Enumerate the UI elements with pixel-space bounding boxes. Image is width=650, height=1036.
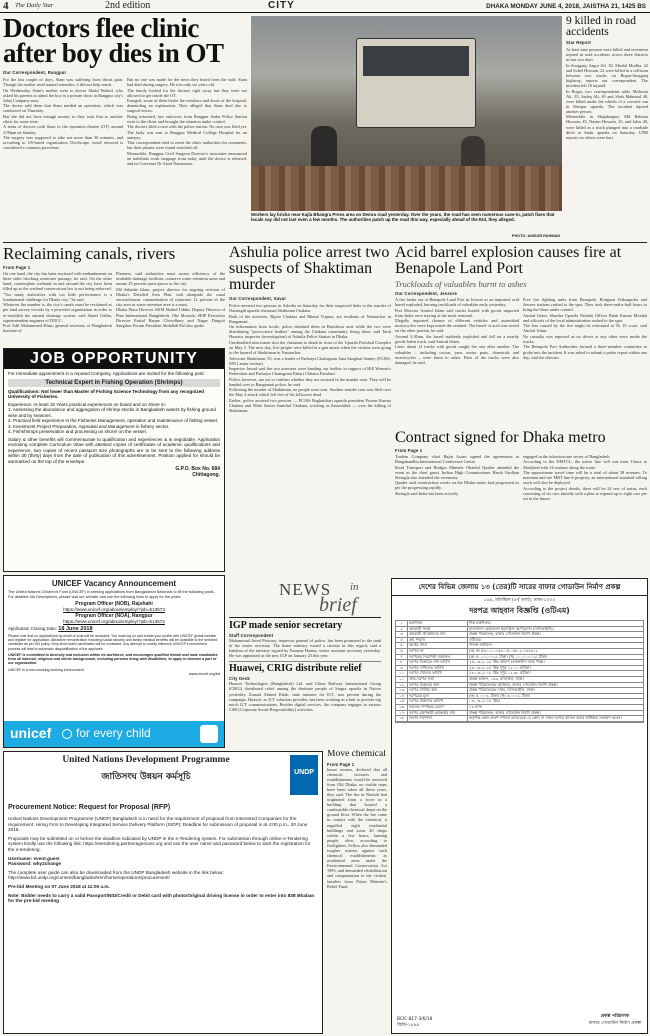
paragraph: Prof Adil Mohammed Khan, general secretary of Bangladesh Institute of (3, 323, 112, 334)
paragraph: The loss caused by the fire might be estimated at Tk 10 crore, said Amirul Islam. (523, 323, 647, 334)
row-label: অর্থের উৎস (408, 643, 468, 648)
row-number: ৮ (396, 660, 408, 665)
paper-name: The Daily Star (15, 2, 54, 9)
photo-credit: PHOTO: ANISUR RAHMAN (511, 234, 560, 238)
brief-headline[interactable]: Huawei, CRIG distribute relief (229, 663, 362, 675)
brick-rubble (251, 166, 562, 211)
paragraph: A team of doctors took Siam to the operation theatre (OT) around 3:00pm on Sunday. (3, 124, 123, 135)
paragraph: The doctor told them that Siam needed an operation, which was conducted on Thursday. (3, 103, 123, 114)
brief-text: Huawei Technologies (Bangladesh) Ltd. and China Railway International Group (CRIG) distributed relief among the destitute people of Singra upazila in Natore yesterday. Zunaid Ahmed Palak, state minister for ICT, was present during the campaign. Huawei, as ICT solutions provider, has been working as a link to provide top notch ICT communications. Besides digital services, the company engages in various CSR (Corporate Social Responsibility) activities. (229, 681, 381, 712)
tender-title: দেশের বিভিন্ন জেলায় ১৩ (তের)টি সারের বাফার গোডাউন নির্মাণ প্রকল্প (392, 579, 647, 596)
accident-byline: Star Report (566, 40, 592, 45)
undp-docs[interactable]: The complete user guide can also be downloaded from the UNDP Bangladesh website in the link below; http://www.bd.undp.org/content/bangladesh/en/home/operations/procurement/ (8, 869, 224, 881)
brief-banner (229, 578, 381, 618)
road-accidents-story (566, 16, 648, 240)
bus-windows (363, 46, 469, 76)
row-value: বাংলাদেশ কেমিক্যাল ইন্ডাস্ট্রিজ কর্পোরেশন (বিসিআইসি)। (469, 625, 555, 631)
paragraph: Police, however, are yet to confirm whether they are accused in the murder case. They will be handed over to Rangamati police, he said. (229, 376, 391, 387)
paragraph: According to the project details, there will be 24 sets of trains, each consisting of six cars initially with a plan to expand up to eight cars per set in the future. (523, 485, 647, 501)
row-label: দরপত্র প্রাপ্তির স্থান (408, 688, 468, 693)
brief-byline: Staff Correspondent (229, 633, 274, 638)
paragraph: But she did not have enough money so they took him to another clinic for some tests. (3, 113, 123, 124)
paragraph: Quader said construction works on the Dhaka metro had progressed as per the progressing rapidly. (395, 480, 519, 491)
accident-body (566, 47, 648, 140)
row-label: দরপত্র খোলার তারিখ (408, 671, 468, 676)
duty-item: 4. Fishshrimps preservation and processing on shore/ on the vessel. (8, 429, 147, 434)
unicef-website[interactable]: www.unicef.org/bd (188, 671, 220, 676)
undp-username: Username: event.guest (8, 855, 60, 861)
unicef-banner (4, 721, 224, 747)
tender-ref (397, 1017, 432, 1029)
canals-byline: From Page 1 (3, 265, 31, 270)
signature-title: বাফার গোডাউন নির্মাণ প্রকল্প (588, 1021, 641, 1026)
paragraph: Illegally imported cleanse of different vehicles and assembled motorcycles were kept inside the sentinel. The barrel of acid was stored on the other portion, he said. (395, 318, 519, 334)
acid-subhead: Truckloads of valuables burnt to ashes (395, 279, 527, 289)
unicef-link-1[interactable]: https://www.unicef.org/about/employ/?job=513573 (63, 607, 165, 612)
paragraph: No casualty was reported as no driver or any other were inside the trucks. (523, 333, 647, 344)
row-label: বিশেষ নির্দেশনা (408, 716, 468, 721)
row-number: ৯ (396, 666, 408, 671)
job-intro: For Immediate appointment in a reputed Company, Applications are invited for the following post: (8, 371, 205, 376)
news-photo (251, 16, 562, 211)
chemical-headline[interactable]: Move chemical (327, 750, 386, 759)
metro-story (395, 430, 648, 575)
duty-item: 3. Investment Project Preparation, Appraisal and Management in fishery sector. (8, 423, 170, 429)
acid-body-right (523, 297, 647, 365)
brief-news: NEWS (279, 580, 332, 599)
paragraph: A fire broke out at Benapole Land Port in Jessore as an imported acid barrel exploded, burning truckloads of valuables early yesterday. (395, 297, 519, 308)
ref-code: BCIC-817-3/6/18 (397, 1017, 433, 1022)
paragraph: Five fire fighting units from Benapole, Bongaon Jhikargacha and Jessore stations rushed to the spot. They took three-and-a-half hours to bring the blaze under control. (523, 297, 647, 313)
row-number: ১ (396, 621, 408, 626)
job-experience: Experience: At least 15 Years practical experiences on board and on shore in: (8, 401, 166, 407)
row-value: কর্তৃপক্ষ কোন কারণ দর্শানো ব্যতিরেকে যে কোন বা সকল দরপত্র বাতিল করার অধিকার সংরক্ষণ করেন। (469, 715, 622, 721)
signature-name: প্রকল্প পরিচালক (600, 1014, 630, 1019)
paragraph: Shringla said India has been actively (395, 490, 459, 496)
chemical-story (327, 750, 387, 1034)
row-number: ৬ (396, 649, 408, 654)
row-value: ২৫-০৬-২০১৮ খ্রিঃ অফিস চলাকালীন সময় পর্যন্ত। (469, 659, 545, 665)
row-number: ১৮ (396, 716, 408, 721)
lead-body-left (3, 77, 123, 166)
row-value: প্রকল্প পরিচালকের কার্যালয়, বাফার গোডাউন নির্মাণ প্রকল্প। (469, 681, 558, 687)
undp-prebid: Pre-bid Meeting on 07 June 2018 at 11:00 a.m. (8, 883, 110, 889)
ashulia-headline[interactable]: Ashulia police arrest two suspects of Shaktiman murder (229, 245, 390, 293)
row-value: প্রকল্প পরিচালক, বাফার গোডাউন নির্মাণ প্রকল্প। (469, 709, 541, 715)
brief-in: in (350, 581, 359, 593)
paragraph: In Bogra, two correspondents adds, Mohosin Ali, 35, Sadeq Ali, 40 and Shah Mahmud 48, were killed under the wheels of a covered van in Sherpur upazila. The incident injured another person. (566, 88, 648, 114)
ashulia-byline: Our Correspondent, Savar (229, 296, 287, 301)
paragraph: Being informed, law enforcers from Rangpur Sadar Police Station went to the clinic and brought the situation under control. (127, 113, 247, 124)
job-post: Technical Expert in Fishing Operation (Shrimps) (8, 379, 220, 387)
divider (3, 242, 647, 243)
row-label: কাজের সম্পন্নের মেয়াদ (408, 705, 468, 710)
row-number: ১১ (396, 677, 408, 682)
tender-table (395, 620, 644, 723)
page-number: 4 (3, 0, 9, 12)
tender-signature (589, 1013, 641, 1027)
paragraph: Dhaka Wasa Director AKM Shahid Uddin, Deputy Director of Plan International Bangladesh, Ohe Mostafa, SEIP Executive Director Fazlul Haque Chowdhury and Nagar Durgoti Sangskar Forum President Abdullah Pal also spoke. (116, 307, 225, 328)
row-label: দরপত্র প্রকাশের তারিখ (408, 699, 468, 704)
unicef-intro: The United Nations Children's Fund (UNICEF) in seeking applications from Bangladeshi Nationals to fill the following posts. For detailed Job Descriptions, please visit our website and use the following links to apply for the posts: (8, 590, 215, 599)
row-label: ক্রয়কারী প্রতিষ্ঠানের নাম (408, 632, 468, 637)
job-qualifications: Qualifications: Not lower than Master of Fishing Science Technology from any recognized University of Fisheries. (8, 388, 204, 399)
row-number: ৪ (396, 638, 408, 643)
paragraph: Around 3:30am, the barrel suddenly exploded and fell on a nearby goods-laden truck, said Amirul Islam. (395, 333, 519, 344)
row-label: দরপত্রের নিরাপত্তা জামানত (408, 655, 468, 660)
unicef-title: UNICEF Vacancy Announcement (51, 579, 177, 588)
canals-body-right (116, 271, 225, 334)
row-number: ১২ (396, 683, 408, 688)
paragraph: At least nine persons were killed and seventeen injured in road accidents across three districts in last two days. (566, 47, 648, 63)
paragraph: Whatever the number is, the city's canals must be reclaimed as per land survey records by a powerful organisation in order to re-establish the natural drainage system, said Sharif Uddin, superintendent engineer of DNCC. (3, 302, 112, 323)
unicef-logo: unicef (10, 725, 52, 741)
paragraph: In Sirajganj, Sagor Ali, 30, Mridul Mridha, 22 and Sohel Hossain, 22 were killed in a collision between two trucks on Bogra-Sirajganj highway, reports our correspondent. The incident left 10 injured. (566, 62, 648, 89)
row-label: দরপত্রের মূল্য (408, 694, 468, 699)
canals-headline[interactable]: Reclaiming canals, rivers (3, 245, 176, 263)
acid-story (395, 245, 648, 427)
undp-portal: Proposals may be submitted on or before the deadline indicated by UNDP in the e-Tendering system. For submission through online e-Tendering system kindly use the following link: https://etendering.partneragencies.org and use the user name and password below to start the registration for the e-tendering. (8, 835, 311, 852)
duty-item: 2. Practical field experience in the Fisheries Management, operation and maintenance of fishing vessel. (8, 418, 219, 423)
row-number: ১৪ (396, 694, 408, 699)
row-label: দরপত্র গ্রহণকারী কর্মকর্তার নাম (408, 711, 468, 716)
paragraph: This correspondent tried to reach the clinic authorities for comments, but their phones were found switched off. (127, 140, 247, 151)
paragraph: On information from locals, police detained them in Basithwar area while the two were distributing "provocative leaflets" among the Chakma community living there, said Tarul Hassain, inspector (investigation) of Ashulia Police Station in Dhaka. (229, 324, 391, 340)
row-number: ৩ (396, 632, 408, 637)
undp-password: Password: why2change (8, 861, 62, 867)
row-label: দরপত্র নং (408, 649, 468, 654)
unicef-tagline: for every child (76, 726, 151, 740)
row-label: প্রাক-দরপত্র সভা (408, 677, 468, 682)
metro-body-left (395, 454, 519, 501)
row-value: ২৮-০৬-২০১৮ খ্রিঃ দুপুর ১২.৩০ ঘটিকা। (469, 670, 531, 676)
lead-body-right (127, 77, 247, 166)
paragraph: According to the DMTCL, the metro line will run from Uttara to Motijheel with 16 stations along the route. (523, 459, 647, 470)
paragraph: Port Director Amirul Islam said trucks loaded with goods imported from India were staying at the truck terminal. (395, 307, 519, 318)
undp-footer: Note: Bidder needs to carry a valid Passport/NID/Credit or Debit card with photo/Original driving license in order to enter into IDB Bhaban for the pre-bid meeting (8, 892, 315, 904)
paragraph: The family looked for the doctors right away but they were not allowed to get inside the OT. (127, 87, 247, 98)
row-label: ক্রয় পদ্ধতি (408, 638, 468, 643)
paragraph: "Too many authorities with too little performance is a fundamental challenge for Dhaka city," he said. (3, 291, 112, 302)
closing-date: 18 June 2018 (58, 626, 93, 632)
row-value: ২৮-০৬-২০১৮ খ্রিঃ দুপুর ১২.০০ ঘটিকা। (469, 664, 531, 670)
paragraph: Unidentified miscreants shot the chairman to death in front of the Upazila Parishad Complex on May 3. The next day, five people were killed in a gun attack when the victims were going to the funeral of Shaktiman in Naniarchar. (229, 339, 391, 356)
row-label: ক্রয়কারী সংস্থা (408, 627, 468, 632)
paragraph: On one hand, the city has been enclosed with embankments on three sides blocking rainwater passage, he said. On the other hand, contemplate wetlands in and around the city have been filled up as the wetland conservation law is not being enforced. (3, 271, 112, 292)
section-label: CITY (268, 0, 295, 11)
paragraph: Planners, said authorities must assess efficiency of the available drainage facilities, conserve water retention areas and ensure 25 percent open spaces in the city. (116, 271, 225, 287)
paragraph: The surgery was supposed to take not more than 30 minutes, and according to US-based organisation Tlecdscape, tonsil removal is considered a common procedure. (3, 134, 123, 151)
brief-text: Mohammad Javed Patwary, inspector general of police, has been promoted to the rank of the senior secretary. The home ministry issued a circular in this regard, said a handout of the ministry signed by Fazuma Hamm, senior assistant secretary yesterday. He was appointed as the new IGP on January 25 this year. (229, 638, 381, 659)
unicef-commitment: UNICEF is committed to diversity and inclusion within its workforce, and encourages qualified female and male candidates from all national, religious and ethnic backgrounds, including persons living with disabilities, to apply to become a part of our organization. (8, 652, 218, 666)
ashulia-body (229, 303, 391, 413)
games-logo (200, 725, 218, 743)
unicef-smoke: UNICEF is a non-smoking working environment (8, 667, 84, 672)
closing-label: Application Closing Date: (8, 626, 58, 631)
masthead (0, 0, 650, 13)
row-number: ১৩ (396, 688, 408, 693)
paragraph: Amirul Islam, Sharsha Upazila Nirbahi Officer Palak Kumar Mondal and officials of the local administration rushed to the spot. (523, 312, 647, 323)
row-value: প্রকল্প অফিস, ১৪৯, মতিঝিল, ঢাকা। (469, 675, 524, 681)
undp-title-bn: জাতিসংঘ উন্নয়ন কর্মসূচি (101, 772, 191, 782)
unicef-post-1: Program Officer (NOB), Rajshahi (75, 601, 153, 607)
row-number: ১৭ (396, 711, 408, 716)
globe-icon (62, 729, 72, 739)
undp-logo-text: UNDP (294, 769, 314, 776)
undp-rfp: Procurement Notice: Request for Proposal (RFP) (8, 804, 171, 811)
canals-body-left (3, 271, 112, 334)
paragraph: Police arrested two persons in Ashulia on Saturday for their suspected links to the murder of Narsingdi upazila chairman Shahiman Chakma. (229, 303, 391, 314)
job-city: Chittagong. (192, 472, 220, 478)
row-number: ১০ (396, 671, 408, 676)
row-value: প্রকল্প পরিচালকের দপ্তর, বিসিআইসি, ঢাকা। (469, 687, 535, 693)
metro-body-right (523, 454, 647, 501)
row-number: ১৬ (396, 705, 408, 710)
row-number: ৫ (396, 643, 408, 648)
paragraph: Later, about 12 trucks with goods caught fire one after another. The valuables – including cotton, yarn, motor parts, chemicals and motorcycles – were burnt to ashes. Parts of the trucks were also damaged, he said. (395, 344, 519, 365)
dateline: DHAKA MONDAY JUNE 4, 2018, JAISTHA 21, 1425 BS (486, 3, 646, 10)
tender-subtitle: দরপত্র আহবান বিজ্ঞপ্তি (ওটিএম) (469, 606, 570, 615)
paragraph: The Benapole Port Authorities formed a three-member committee to probe into the incident. It was asked to submit a probe report within one day, said the director. (523, 344, 647, 360)
brief-byline: City Desk (229, 676, 250, 682)
chemical-text: house owners, declared that all chemical factories and establishments would be removed from Old Dhaka, no visible steps have been taken all these years, they said. The fire in Nimtoli had originated from a stove in a building that housed a combustible chemical depot on the ground floor. When the fire came in contact with the chemical, it engulfed eight residential buildings and some 20 shops within a few hours, burning people alive, according to firefighters. Fellow also demanded tougher actions against such chemical establishments as residential areas under the Environmental Conservation Act 1995, and demanded rehabilitation and compensation to the victims' families from Prime Minister's Relief Fund. (327, 766, 387, 889)
paragraph: Earlier, police arrested two persons — PCJSS Baghaichari upazila president Prosun Kumar Chakma and Mahi Sarion Sunirbal Chakma, working as Sastashthik — over the killing of Shaktiman. (229, 397, 391, 413)
row-value: (ক) ৫,০০০/- টাকা। (খ) ৩,০০০/- টাকা। (469, 692, 531, 698)
row-label: দরপত্র দাখিলের তারিখ (408, 666, 468, 671)
undp-title: United Nations Development Programme (62, 755, 230, 765)
acid-byline: Our Correspondent, Jessore (395, 291, 457, 296)
row-value: (ক) নং ৫৩.০১.০১৫৮.০৫.০৪৮.২০১৮/৩১২ (469, 647, 538, 653)
paragraph: Advocate Shaktiman, 55, was a leader of Parbatya Chattagram Jana Sanghati Samity (PCJSS, MN Larma faction). (229, 355, 391, 366)
row-value: (ক) ৫০,০০,০০০/- টাকা। (খ) ১০,০০,০০০/- টাকা। (469, 653, 548, 659)
row-value: ওটিএম। (469, 636, 482, 642)
lead-byline: Our Correspondent, Rangpur (3, 70, 67, 75)
duty-item: 1. Assessing the abundance and aggregation of shrimp stocks in Bangladesh waters by fishing ground wise and by seasons. (8, 407, 216, 418)
row-label: দরপত্র বিক্রয়ের স্থান (408, 683, 468, 688)
paragraph: engaged in the infrastructure sector of Bangladesh. (523, 454, 611, 459)
unicef-post-2: Program Officer (NOA), Rangpur (75, 613, 153, 619)
paragraph: On Wednesday, Siam's mother went to doctor Abdul Wadud, who asked his parents to admit the boy to a private clinic in Rangpur city's Jahaj Company area. (3, 87, 123, 103)
job-ad (3, 348, 225, 572)
paragraph: For the last couple of days, Siam was suffering from throat pain. Though his mother tried natural remedies, it did not help much. (3, 77, 123, 88)
row-number: ১৫ (396, 699, 408, 704)
brief-headline[interactable]: IGP made senior secretary (229, 620, 343, 631)
acid-body-left (395, 297, 519, 365)
row-number: ২ (396, 627, 408, 632)
row-number: ৭ (396, 655, 408, 660)
chemical-byline: From Page 1 (327, 761, 355, 767)
job-salary: Salary & other benefits will commensurate to qualification and experiences & is negotiable. Application enclosing complete Curriculum Vitae with attested copies of certificates of academic qualifications and experience, two copies of recent passport size photographs are to be sent to the following address within 30 (thirty) days from the date of publication of this advertisement. Position applied for should be earmarked on the top of the envelope. (8, 436, 220, 464)
accident-headline[interactable]: 9 killed in road accidents (566, 16, 636, 38)
job-box: G.P.O. Box No. 684 (175, 466, 220, 472)
paragraph: The doctors filed a case with the police station. No case was filed yet. The body was sent to Rangpur Medical College Hospital for an autopsy. (127, 124, 247, 140)
paragraph: Enraged, some of them broke the windows and doors of the hospital, demanding an explanation. They alleged that Siam died due to surgical errors. (127, 98, 247, 114)
paragraph: Meanwhile in Shajahanpur, Md Rahmat Hossain, 45, Nazim Hossain, 25, and Jalus 40, were killed as a truck plunged into a roadside ditch in Sadar upazila on Saturday. UNB reports six others were hurt. (566, 114, 648, 140)
photo-caption (251, 212, 562, 238)
lead-story (3, 16, 247, 240)
paragraph: Inspector Jawad said the two arrestees were handing out leaflets in support of Hill Women's Federation and Parbatya Chattagram Pahari Chhatra Parishad. (229, 366, 391, 377)
paragraph: Both of the arrestees, Bipon Chakma and Bharat Tripura, are residents of Naniarchar in Rangamati. (229, 313, 391, 324)
edition-label: 2nd edition (105, 0, 151, 11)
row-value: শিল্প মন্ত্রণালয়। (469, 620, 491, 625)
lead-headline[interactable]: Doctors flee clinic after boy dies in OT (3, 16, 224, 68)
paragraph: Following the murder of Shaktiman, no people were sent. Another murder case was filed over the May 4 attack which left five of his followers dead. (229, 387, 391, 398)
caption-text: Workers lay bricks near Kajla Bhangra Press area on Demra road yesterday. Over the years, the road has seen numerous cave-in, patch fixes that locals say did not last even a few months. The authorities patch up the road this way, especially ahead of the Eid, they alleged. (251, 212, 555, 223)
unicef-note: Please note that no applications by email or post will be accepted. You must log on and create your profile with UNICEF global website and register for application. Attractive remuneration including social security and family medical benefits will be available to the selected candidate as per UN policy. Only short listed candidates will be contacted. Any attempt to unduly influence UNICEF's recruitment process will lead to automatic disqualification of the applicant. (8, 634, 218, 651)
tender-ad (391, 578, 648, 1034)
row-value: প্রকল্প পরিচালক, বাফার গোডাউন নির্মাণ প্রকল্প। (469, 631, 541, 637)
row-label: দরপত্র বিক্রয়ের শেষ তারিখ (408, 660, 468, 665)
ashulia-story (229, 245, 391, 575)
brief-word: brief (319, 594, 357, 616)
undp-body: United Nations Development Programme (UNDP) Bangladesh is in need for the requirement of proposal from Interested Companies for the requirement: Hiring Firm to Developing Integrated Service Delivery Platform (ISDP); Deadline for submission of proposal is at 4:00 p.m., 20 June 2018. (8, 816, 308, 833)
row-value: নিজস্ব অর্থায়ন। (469, 642, 492, 648)
acid-headline[interactable]: Acid barrel explosion causes fire at Benapole Land Port (395, 245, 622, 277)
paragraph: The approximate travel time will be a total of about 38 minutes. To maintain and see MRT line-6 property, an international standard rolling stock will also be deployed. (523, 470, 647, 486)
unicef-link-2[interactable]: https://www.unicef.org/about/employ/?job=513572 (63, 619, 165, 624)
paragraph: Md Sahadat Islam, project director for ongoing revision of Dhaka's Detailed Area Plan, said alongside the canal encroachment, contamination of rainwater 12 percent of the city area as water retention area is a must. (116, 286, 225, 307)
table-row (396, 716, 643, 722)
canals-story (3, 245, 225, 345)
job-title: JOB OPPORTUNITY (4, 349, 224, 369)
paragraph: Tradein Company chief Bajin Assan signed the agreements at Bangabandhu International Conference Centre. (395, 454, 519, 465)
metro-headline[interactable]: Contract signed for Dhaka metro (395, 430, 606, 446)
paragraph: But no one was made for the news they heard from the staff. Siam had died during surgery. He was only six years old. (127, 77, 247, 88)
tender-address: ১৪৯, মতিঝিল (৪র্থ তলা), ঢাকা-১০০০ (483, 598, 556, 603)
metro-byline: From Page 1 (395, 448, 423, 453)
paragraph: Meanwhile, Rangpur Civil Surgeon Director's associates announced an indefinite work stoppage from today until the doctor is released, and its Convener Dr Afzal Nunamazir. (127, 150, 247, 166)
row-value: ১৮ মাস। (469, 703, 483, 709)
row-value: ০৪-০৬-২০১৮ খ্রিঃ। (469, 698, 500, 704)
row-label: মন্ত্রণালয় (408, 621, 468, 626)
paragraph: Road Transport and Bridges Minister Obaidul Quader attended the event as the chief guest. Indian High Commissioner Harsh Vardhan Shringla also attended the ceremony. (395, 464, 519, 480)
unicef-ad (3, 575, 225, 748)
ref-code-bn: জিডি-১৪৯৯ (397, 1023, 420, 1028)
